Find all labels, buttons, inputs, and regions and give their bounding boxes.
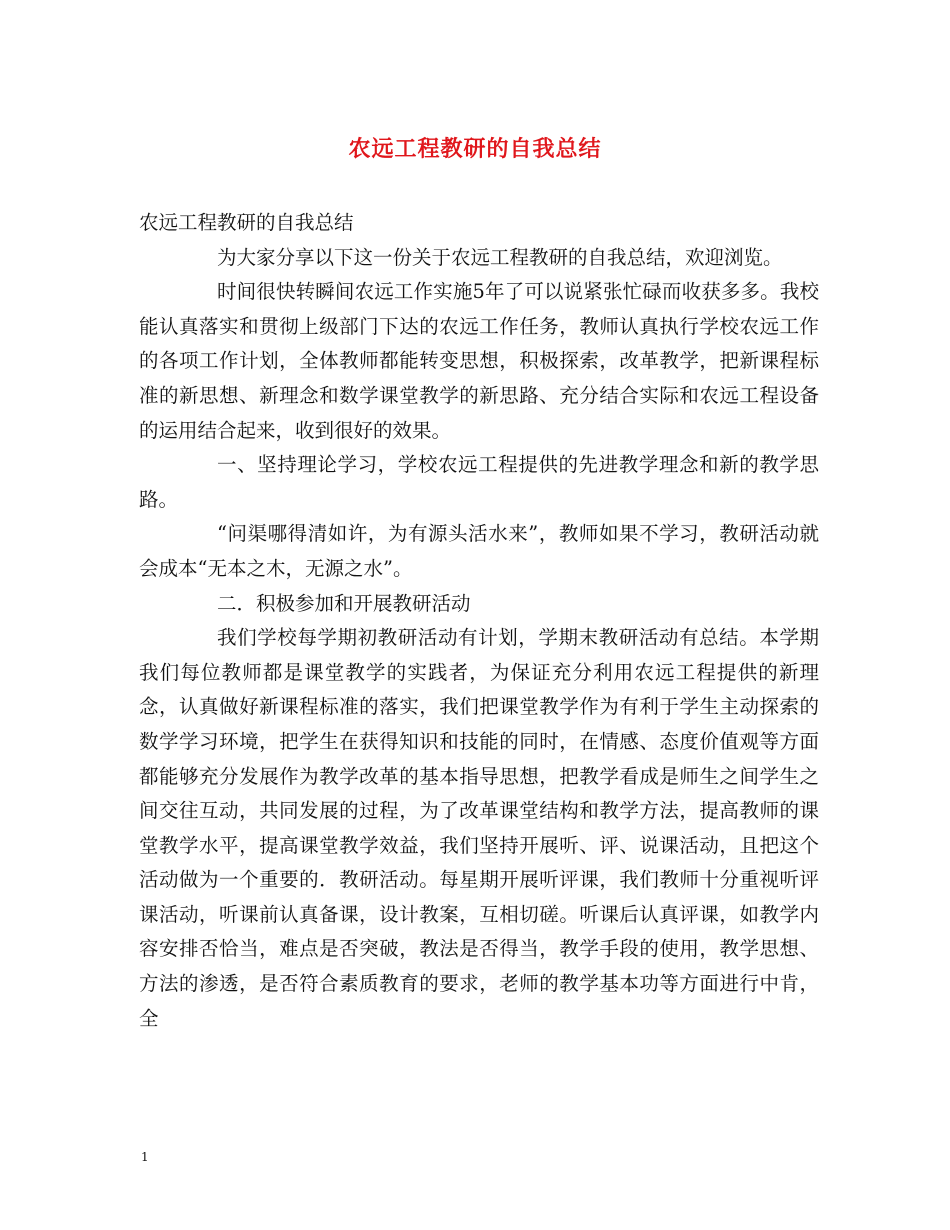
- paragraph-intro: 为大家分享以下这一份关于农远工程教研的自我总结，欢迎浏览。: [217, 245, 783, 269]
- paragraph-heading: 农远工程教研的自我总结: [139, 211, 354, 234]
- paragraph-overview: 时间很快转瞬间农远工作实施5年了可以说紧张忙碌而收获多多。我校能认真落实和贯彻上级部门下达的农远工作任务，教师认真执行学校农远工作的各项工作计划，全体教师都能转变思想，积极探索，改革教学，把新课程标准的新思想、新理念和数学课堂教学的新思路、充分结合实际和农远工程设备的运用结合起来，收到很好的效果。: [139, 280, 819, 442]
- paragraph-section-two: 二．积极参加和开展教研活动: [217, 591, 471, 615]
- paragraph-section-one: 一、坚持理论学习，学校农远工程提供的先进教学理念和新的教学思路。: [139, 453, 819, 511]
- document-title: 农远工程教研的自我总结: [348, 136, 602, 162]
- page-number: 1: [141, 1150, 149, 1164]
- paragraph-activities: 我们学校每学期初教研活动有计划，学期末教研活动有总结。本学期我们每位教师都是课堂教学的实践者，为保证充分利用农远工程提供的新理念，认真做好新课程标准的落实，我们把课堂教学作为有利于学生主动探索的数学学习环境，把学生在获得知识和技能的同时，在情感、态度价值观等方面都能够充分发展作为教学改革的基本指导思想，把教学看成是师生之间学生之间交往互动，共同发展的过程，为了改革课堂结构和教学方法，提高教师的课堂教学水平，提高课堂教学效益，我们坚持开展听、评、说课活动，且把这个活动做为一个重要的．教研活动。每星期开展听评课，我们教师十分重视听评课活动，听课前认真备课，设计教案，互相切磋。听课后认真评课，如教学内容安排否恰当，难点是否突破，教法是否得当，教学手段的使用，教学思想、方法的渗透，是否符合素质教育的要求，老师的教学基本功等方面进行中肯，全: [139, 626, 819, 1030]
- paragraph-quote: “问渠哪得清如许，为有源头活水来”，教师如果不学习，教研活动就会成本“无本之木，无源之水”。: [139, 522, 819, 580]
- document-body: [139, 206, 819, 1036]
